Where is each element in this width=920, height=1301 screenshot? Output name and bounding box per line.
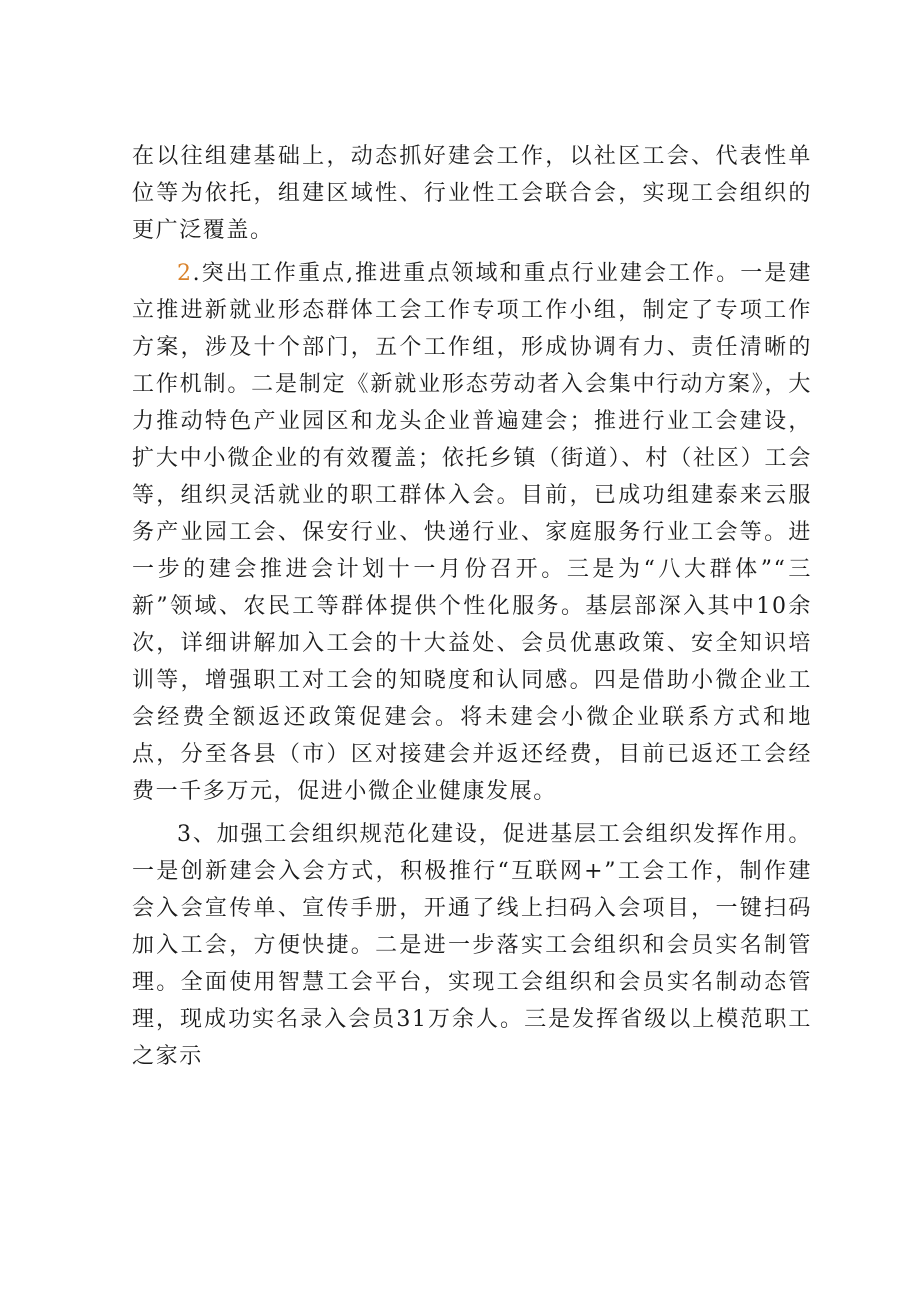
paragraph-continuation: 在以往组建基础上，动态抓好建会工作，以社区工会、代表性单位等为依托，组建区域性、行业性工会联合会，实现工会组织的更广泛覆盖。 xyxy=(132,144,812,243)
document-body xyxy=(132,138,812,1081)
item-number-2: 2 xyxy=(177,261,193,286)
paragraph-item-2 xyxy=(132,255,812,810)
paragraph-item-3: 3、加强工会组织规范化建设，促进基层工会组织发挥作用。一是创新建会入会方式，积极推行“互联网+”工会工作，制作建会入会宣传单、宣传手册，开通了线上扫码入会项目，一键扫码加入工会，方便快捷。二是进一步落实工会组织和会员实名制管理。全面使用智慧工会平台，实现工会组织和会员实名制动态管理，现成功实名录入会员31万余人。三是发挥省级以上模范职工之家示 xyxy=(132,822,812,1069)
paragraph-item-2-text: .突出工作重点,推进重点领域和重点行业建会工作。一是建立推进新就业形态群体工会工作专项工作小组，制定了专项工作方案，涉及十个部门，五个工作组，形成协调有力、责任清晰的工作机制。二是制定《新就业形态劳动者入会集中行动方案》，大力推动特色产业园区和龙头企业普遍建会；推进行业工会建设，扩大中小微企业的有效覆盖；依托乡镇（街道）、村（社区）工会等，组织灵活就业的职工群体入会。目前，已成功组建泰来云服务产业园工会、保安行业、快递行业、家庭服务行业工会等。进一步的建会推进会计划十一月份召开。三是为“八大群体”“三新”领域、农民工等群体提供个性化服务。基层部深入其中10余次，详细讲解加入工会的十大益处、会员优惠政策、安全知识培训等，增强职工对工会的知晓度和认同感。四是借助小微企业工会经费全额返还政策促建会。将未建会小微企业联系方式和地点，分至各县（市）区对接建会并返还经费，目前已返还工会经费一千多万元，促进小微企业健康发展。 xyxy=(132,261,812,804)
